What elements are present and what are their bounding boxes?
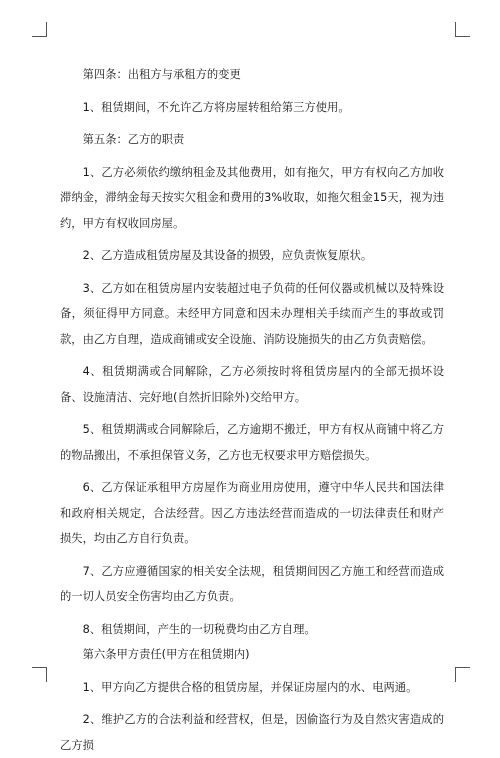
crop-mark-top-right <box>455 22 470 37</box>
article-5-item-6: 6、乙方保证承租甲方房屋作为商业用房使用，遵守中华人民共和国法律和政府相关规定，合法经营。因乙方违法经营而造成的一切法律责任和财产损失，均由乙方自行负责。 <box>60 481 444 545</box>
article-5-item-8: 8、租赁期间，产生的一切税费均由乙方自理。 <box>82 622 316 636</box>
article-4-heading: 第四条：出租方与承租方的变更 <box>82 68 241 81</box>
article-5-item-7: 7、乙方应遵循国家的相关安全法规，租赁期间因乙方施工和经营而造成的一切人员安全伤害均由乙方负责。 <box>60 564 444 603</box>
article-5-item-5: 5、租赁期满或合同解除后，乙方逾期不搬迁，甲方有权从商铺中将乙方的物品搬出，不承担保管义务，乙方也无权要求甲方赔偿损失。 <box>60 423 444 462</box>
crop-mark-bottom-right <box>455 667 470 682</box>
article-5-item-2: 2、乙方造成租赁房屋及其设备的损毁，应负责恢复原状。 <box>82 249 373 262</box>
article-5-heading: 第五条：乙方的职责 <box>82 133 185 146</box>
crop-mark-top-left <box>32 22 47 37</box>
document-page <box>60 62 444 758</box>
article-5-item-4: 4、租赁期满或合同解除，乙方必须按时将租赁房屋内的全部无损坏设备、设施清洁、完好地(自然折旧除外)交给甲方。 <box>60 365 444 404</box>
crop-mark-bottom-left <box>32 667 47 682</box>
article-6-heading: 第六条甲方责任(甲方在租赁期内) <box>82 648 250 661</box>
article-5-item-3: 3、乙方如在租赁房屋内安装超过电子负荷的任何仪器或机械以及特殊设备，须征得甲方同意。未经甲方同意和因未办理相关手续而产生的事故或罚款，由乙方自理，造成商铺或安全设施、消防设施损失的由乙方负责赔偿。 <box>60 281 444 346</box>
article-4-item-1: 1、租赁期间，不允许乙方将房屋转租给第三方使用。 <box>82 100 350 114</box>
article-6-item-2: 2、维护乙方的合法利益和经营权，但是，因偷盗行为及自然灾害造成的乙方损 <box>60 713 444 752</box>
article-6-item-1: 1、甲方向乙方提供合格的租赁房屋，并保证房屋内的水、电两通。 <box>82 680 418 694</box>
article-5-item-1: 1、乙方必须依约缴纳租金及其他费用，如有拖欠，甲方有权向乙方加收滞纳金，滞纳金每天按实欠租金和费用的3%收取，如拖欠租金15天，视为违约，甲方有权收回房屋。 <box>60 165 444 230</box>
